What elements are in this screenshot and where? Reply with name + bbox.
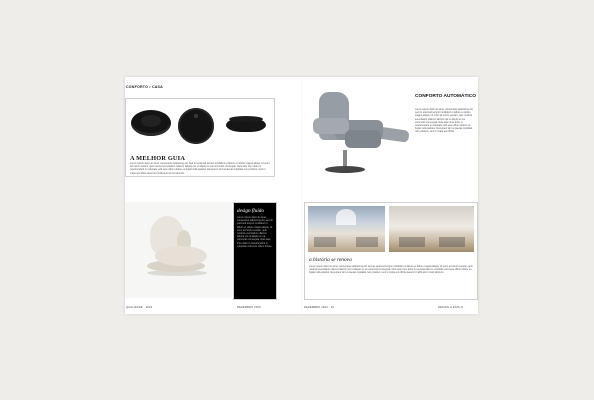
article-body: Lorem ipsum dolor sit amet, consectetur adipiscing elit. Sed do eiusmod tempor incididunt ut labore et dolore magna aliqua. Ut enim ad minim veniam, quis nostrud exercitation ullamco laboris nisi ut aliquip ex ea commodo consequat. Duis aute irure dolor in reprehenderit in voluptate velit esse cillum dolore eu fugiat nulla pariatur. Excepteur sint occaecat cupidatat non proident, sunt in culpa qui officia deserunt mollit anim id est laborum. (130, 162, 270, 175)
tray-image-1 (131, 110, 171, 136)
article-body: Lorem ipsum dolor sit amet, consectetur adipiscing elit, sed do eiusmod tempor incididunt ut labore et dolore magna aliqua. Ut enim ad minim veniam, quis nostrud exercitation ullamco laboris nisi ut aliquip ex ea commodo consequat. Duis aute irure dolor in reprehenderit in voluptate velit esse cillum dolore. (237, 216, 273, 248)
article-title: A MELHOR GUIA (130, 155, 186, 162)
footer-right-page-date: DEZEMBRO 2023 · 19 (304, 306, 334, 309)
footer-right: DESIGN & ESTILO (438, 306, 464, 309)
footer-left: QUALIDADE · 2023 (126, 306, 153, 309)
store-photo-1 (308, 206, 385, 252)
tray-image-2 (178, 108, 214, 144)
trays-article (125, 98, 275, 177)
article-title: CONFORTO AUTOMÁTICO (415, 94, 476, 99)
section-label: CONFORTO • CASA (126, 85, 163, 89)
design-article-box (233, 202, 277, 300)
recliner-photo (305, 92, 413, 182)
article-body: Lorem ipsum dolor sit amet, consectetur adipiscing elit, sed do eiusmod tempor incididunt ut labore et dolore magna aliqua. Ut enim ad minim veniam, quis nostrud exercitation ullamco laboris nisi ut aliquip ex ea commodo consequat. Duis aute irure dolor in reprehenderit in voluptate velit esse cillum dolore eu fugiat nulla pariatur. Excepteur sint occaecat cupidatat non proident, sunt in culpa qui officia. (415, 108, 474, 134)
article-title: design fluído (237, 208, 264, 214)
white-chair-photo (125, 202, 232, 298)
article-title: a história se renova (309, 257, 352, 263)
footer-left-page-date: DEZEMBRO 2023 (237, 306, 261, 309)
left-page (125, 77, 301, 314)
store-photo-2 (389, 206, 474, 252)
store-article (304, 202, 478, 300)
tray-image-3 (226, 118, 266, 132)
right-page (302, 77, 478, 314)
magazine-spread (125, 77, 478, 314)
article-body: Lorem ipsum dolor sit amet, consectetur adipiscing elit, sed do eiusmod tempor incididunt ut labore et dolore magna aliqua. Ut enim ad minim veniam, quis nostrud exercitation ullamco laboris nisi ut aliquip ex ea commodo consequat. Duis aute irure dolor in reprehenderit in voluptate velit esse cillum dolore eu fugiat nulla pariatur. Excepteur sint occaecat cupidatat non proident, sunt in culpa qui officia deserunt mollit anim id est laborum. (309, 265, 473, 275)
